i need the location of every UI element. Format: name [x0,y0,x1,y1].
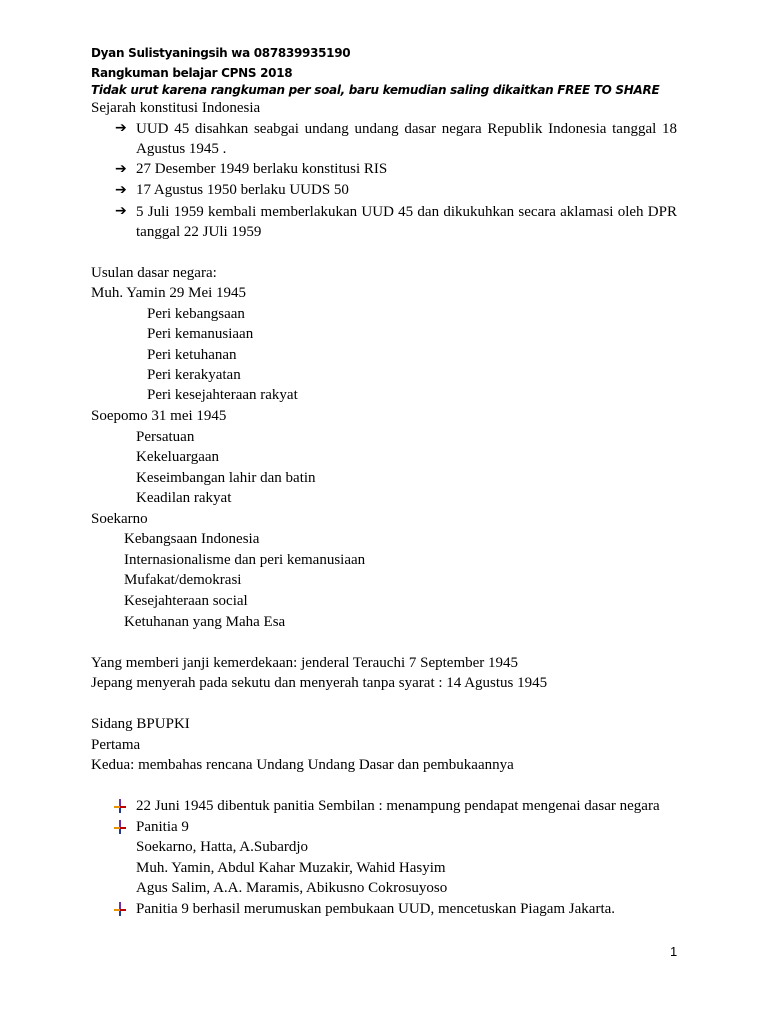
list-item: Peri kesejahteraan rakyat [147,387,298,403]
paragraph: Kedua: membahas rencana Undang Undang Dasar dan pembukaannya [91,757,514,773]
pinwheel-bullet-icon [114,820,126,834]
list-item: Ketuhanan yang Maha Esa [124,614,286,630]
member-line: Agus Salim, A.A. Maramis, Abikusno Cokrosuyoso [136,880,448,896]
list-item: Persatuan [136,429,195,445]
list-item: 5 Juli 1959 kembali memberlakukan UUD 45 dan dikukuhkan secara aklamasi oleh DPR tanggal 22 JUli 1959 [136,204,677,240]
list-item: Mufakat/demokrasi [124,572,242,588]
list-item: Kesejahteraan social [124,593,248,609]
group-title: Muh. Yamin 29 Mei 1945 [91,285,247,301]
list-item: Kebangsaan Indonesia [124,531,260,547]
pinwheel-bullet-icon [114,799,126,813]
pinwheel-bullet-icon [114,902,126,916]
list-item: 22 Juni 1945 dibentuk panitia Sembilan : menampung pendapat mengenai dasar negara [136,798,660,814]
right-arrow-icon: ➔ [115,161,127,177]
list-item: Peri kerakyatan [147,367,241,383]
section-title: Sidang BPUPKI [91,716,190,732]
list-item: Peri kebangsaan [147,306,245,322]
list-item: Kekeluargaan [136,449,220,465]
section-title: Sejarah konstitusi Indonesia [91,100,261,116]
author-line: Dyan Sulistyaningsih wa 087839935190 [91,46,351,60]
list-item: Internasionalisme dan peri kemanusiaan [124,552,366,568]
group-title: Soekarno [91,511,148,527]
list-item: Keadilan rakyat [136,490,232,506]
list-item: Panitia 9 berhasil merumuskan pembukaan UUD, mencetuskan Piagam Jakarta. [136,901,616,917]
paragraph: Pertama [91,737,141,753]
list-item: UUD 45 disahkan seabgai undang undang dasar negara Republik Indonesia tanggal 18 Agustus 1945 . [136,121,677,157]
list-item: Keseimbangan lahir dan batin [136,470,316,486]
member-line: Muh. Yamin, Abdul Kahar Muzakir, Wahid Hasyim [136,860,446,876]
page-number: 1 [670,944,678,959]
paragraph: Yang memberi janji kemerdekaan: jenderal Terauchi 7 September 1945 [91,655,519,671]
paragraph: Jepang menyerah pada sekutu dan menyerah tanpa syarat : 14 Agustus 1945 [91,675,548,691]
section-title: Usulan dasar negara: [91,265,217,281]
right-arrow-icon: ➔ [115,203,127,219]
subtitle-line: Rangkuman belajar CPNS 2018 [91,66,293,80]
member-line: Soekarno, Hatta, A.Subardjo [136,839,309,855]
right-arrow-icon: ➔ [115,120,127,136]
list-item: Panitia 9 [136,819,189,835]
list-item: 17 Agustus 1950 berlaku UUDS 50 [136,182,349,198]
list-item: Peri kemanusiaan [147,326,254,342]
note-line: Tidak urut karena rangkuman per soal, baru kemudian saling dikaitkan FREE TO SHARE [91,83,660,97]
list-item: Peri ketuhanan [147,347,237,363]
group-title: Soepomo 31 mei 1945 [91,408,227,424]
right-arrow-icon: ➔ [115,182,127,198]
list-item: 27 Desember 1949 berlaku konstitusi RIS [136,161,388,177]
